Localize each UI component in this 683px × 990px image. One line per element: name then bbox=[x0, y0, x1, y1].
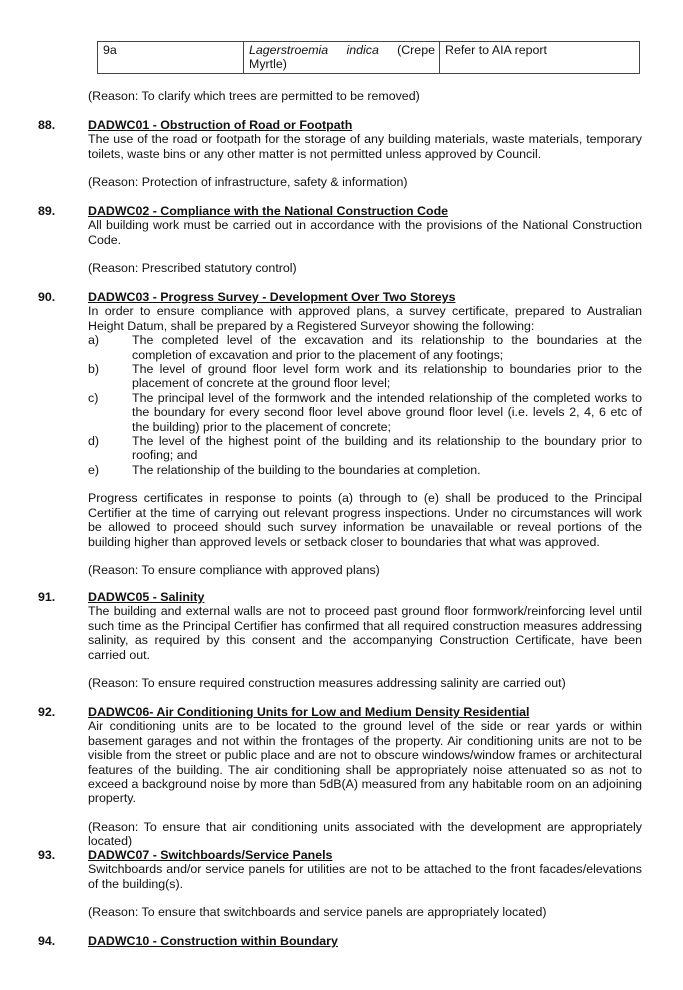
condition-91 bbox=[38, 590, 642, 690]
list-item bbox=[88, 391, 642, 434]
list-item-text: The principal level of the formwork and the intended relationship of the completed works to the boundary for every second floor level above ground floor level (i.e. levels 2, 4, 6 etc of the building) prior to the placement of concrete; bbox=[132, 390, 642, 434]
list-item-label: e) bbox=[88, 462, 100, 477]
reason-text: (Reason: Prescribed statutory control) bbox=[88, 261, 297, 276]
reason-text: (Reason: To ensure that air conditioning units associated with the development are appropriately located) bbox=[88, 819, 642, 849]
condition-title: DADWC10 - Construction within Boundary bbox=[88, 934, 338, 948]
species-genus: Lagerstroemia bbox=[249, 43, 329, 57]
condition-number: 88. bbox=[38, 118, 56, 132]
condition-title: DADWC05 - Salinity bbox=[88, 590, 205, 604]
condition-body: In order to ensure compliance with approved plans, a survey certificate, prepared to Australian Height Datum, shall be prepared by a Registered Surveyor showing the following: bbox=[88, 304, 642, 333]
condition-number: 94. bbox=[38, 934, 56, 948]
condition-title: DADWC03 - Progress Survey - Development Over Two Storeys bbox=[88, 290, 456, 304]
condition-body: Switchboards and/or service panels for utilities are not to be attached to the front facades/elevations of the building(s). bbox=[88, 862, 642, 891]
tree-id-cell: 9a bbox=[98, 42, 244, 74]
list-item-label: c) bbox=[88, 390, 99, 405]
list-item bbox=[88, 463, 642, 477]
condition-title: DADWC01 - Obstruction of Road or Footpath bbox=[88, 118, 353, 132]
reason-text: (Reason: Protection of infrastructure, safety & information) bbox=[88, 175, 408, 190]
condition-89 bbox=[38, 204, 642, 276]
condition-94 bbox=[38, 934, 642, 948]
species-common-start: (Crepe bbox=[397, 43, 435, 57]
list-item bbox=[88, 434, 642, 463]
species-epithet: indica bbox=[346, 43, 379, 57]
list-item-label: b) bbox=[88, 362, 100, 377]
condition-title: DADWC06- Air Conditioning Units for Low and Medium Density Residential bbox=[88, 705, 530, 719]
species-common-end: Myrtle) bbox=[249, 57, 287, 72]
list-item-text: The level of ground floor level form work and its relationship to boundaries prior to the placement of concrete at the ground floor level; bbox=[132, 362, 642, 391]
condition-number: 91. bbox=[38, 590, 56, 604]
list-item-text: The level of the highest point of the building and its relationship to the boundary prior to roofing; and bbox=[132, 434, 642, 463]
condition-number: 90. bbox=[38, 290, 56, 304]
reason-text: (Reason: To ensure required construction measures addressing salinity are carried out) bbox=[88, 676, 566, 691]
list-item-text: The completed level of the excavation and its relationship to the boundaries at the completion of excavation and prior to the placement of any footings; bbox=[132, 333, 642, 362]
reason-text: (Reason: To ensure that switchboards and service panels are appropriately located) bbox=[88, 905, 547, 920]
condition-92 bbox=[38, 705, 642, 849]
condition-body: All building work must be carried out in accordance with the provisions of the National Construction Code. bbox=[88, 218, 642, 247]
condition-93 bbox=[38, 848, 642, 920]
list-item bbox=[88, 362, 642, 391]
list-item-text: The relationship of the building to the boundaries at completion. bbox=[132, 462, 481, 477]
reason-text: (Reason: To ensure compliance with approved plans) bbox=[88, 562, 380, 577]
reason-text: (Reason: To clarify which trees are permitted to be removed) bbox=[88, 89, 420, 103]
condition-body-continued: Progress certificates in response to points (a) through to (e) shall be produced to the Principal Certifier at the time of carrying out relevant progress inspections. Under no circumstances will work be allowed to proceed should such survey information be unavailable or reveal portions of the building higher than approved levels or setback closer to boundaries that what was approved. bbox=[88, 491, 642, 549]
condition-number: 92. bbox=[38, 705, 56, 719]
condition-body: The use of the road or footpath for the storage of any building materials, waste materials, temporary toilets, waste bins or any other matter is not permitted unless approved by Council. bbox=[88, 132, 642, 161]
condition-number: 89. bbox=[38, 204, 56, 218]
condition-number: 93. bbox=[38, 848, 56, 862]
tree-action-cell: Refer to AIA report bbox=[440, 42, 640, 74]
condition-title: DADWC02 - Compliance with the National Construction Code bbox=[88, 204, 449, 218]
condition-88 bbox=[38, 118, 642, 190]
list-item bbox=[88, 333, 642, 362]
tree-species-cell bbox=[244, 42, 440, 74]
tree-table bbox=[97, 41, 640, 74]
condition-body: The building and external walls are not to proceed past ground floor formwork/reinforcing level until such time as the Principal Certifier has confirmed that all required construction measures addressing salinity, as required by this consent and the accompanying Construction Certificate, have been carried out. bbox=[88, 604, 642, 662]
table-row bbox=[98, 42, 640, 74]
list-item-label: a) bbox=[88, 333, 100, 348]
condition-90 bbox=[38, 290, 642, 577]
list-item-label: d) bbox=[88, 434, 100, 449]
condition-body: Air conditioning units are to be located to the ground level of the side or rear yards or within basement garages and not within the frontages of the property. Air conditioning units are not to be visible from the street or public place and are not to obscure windows/window frames or architectural features of the building. The air conditioning shall be appropriately noise attenuated so as not to exceed a background noise by more than 5dB(A) measured from any habitable room on an adjoining property. bbox=[88, 719, 642, 806]
condition-title: DADWC07 - Switchboards/Service Panels bbox=[88, 848, 333, 862]
